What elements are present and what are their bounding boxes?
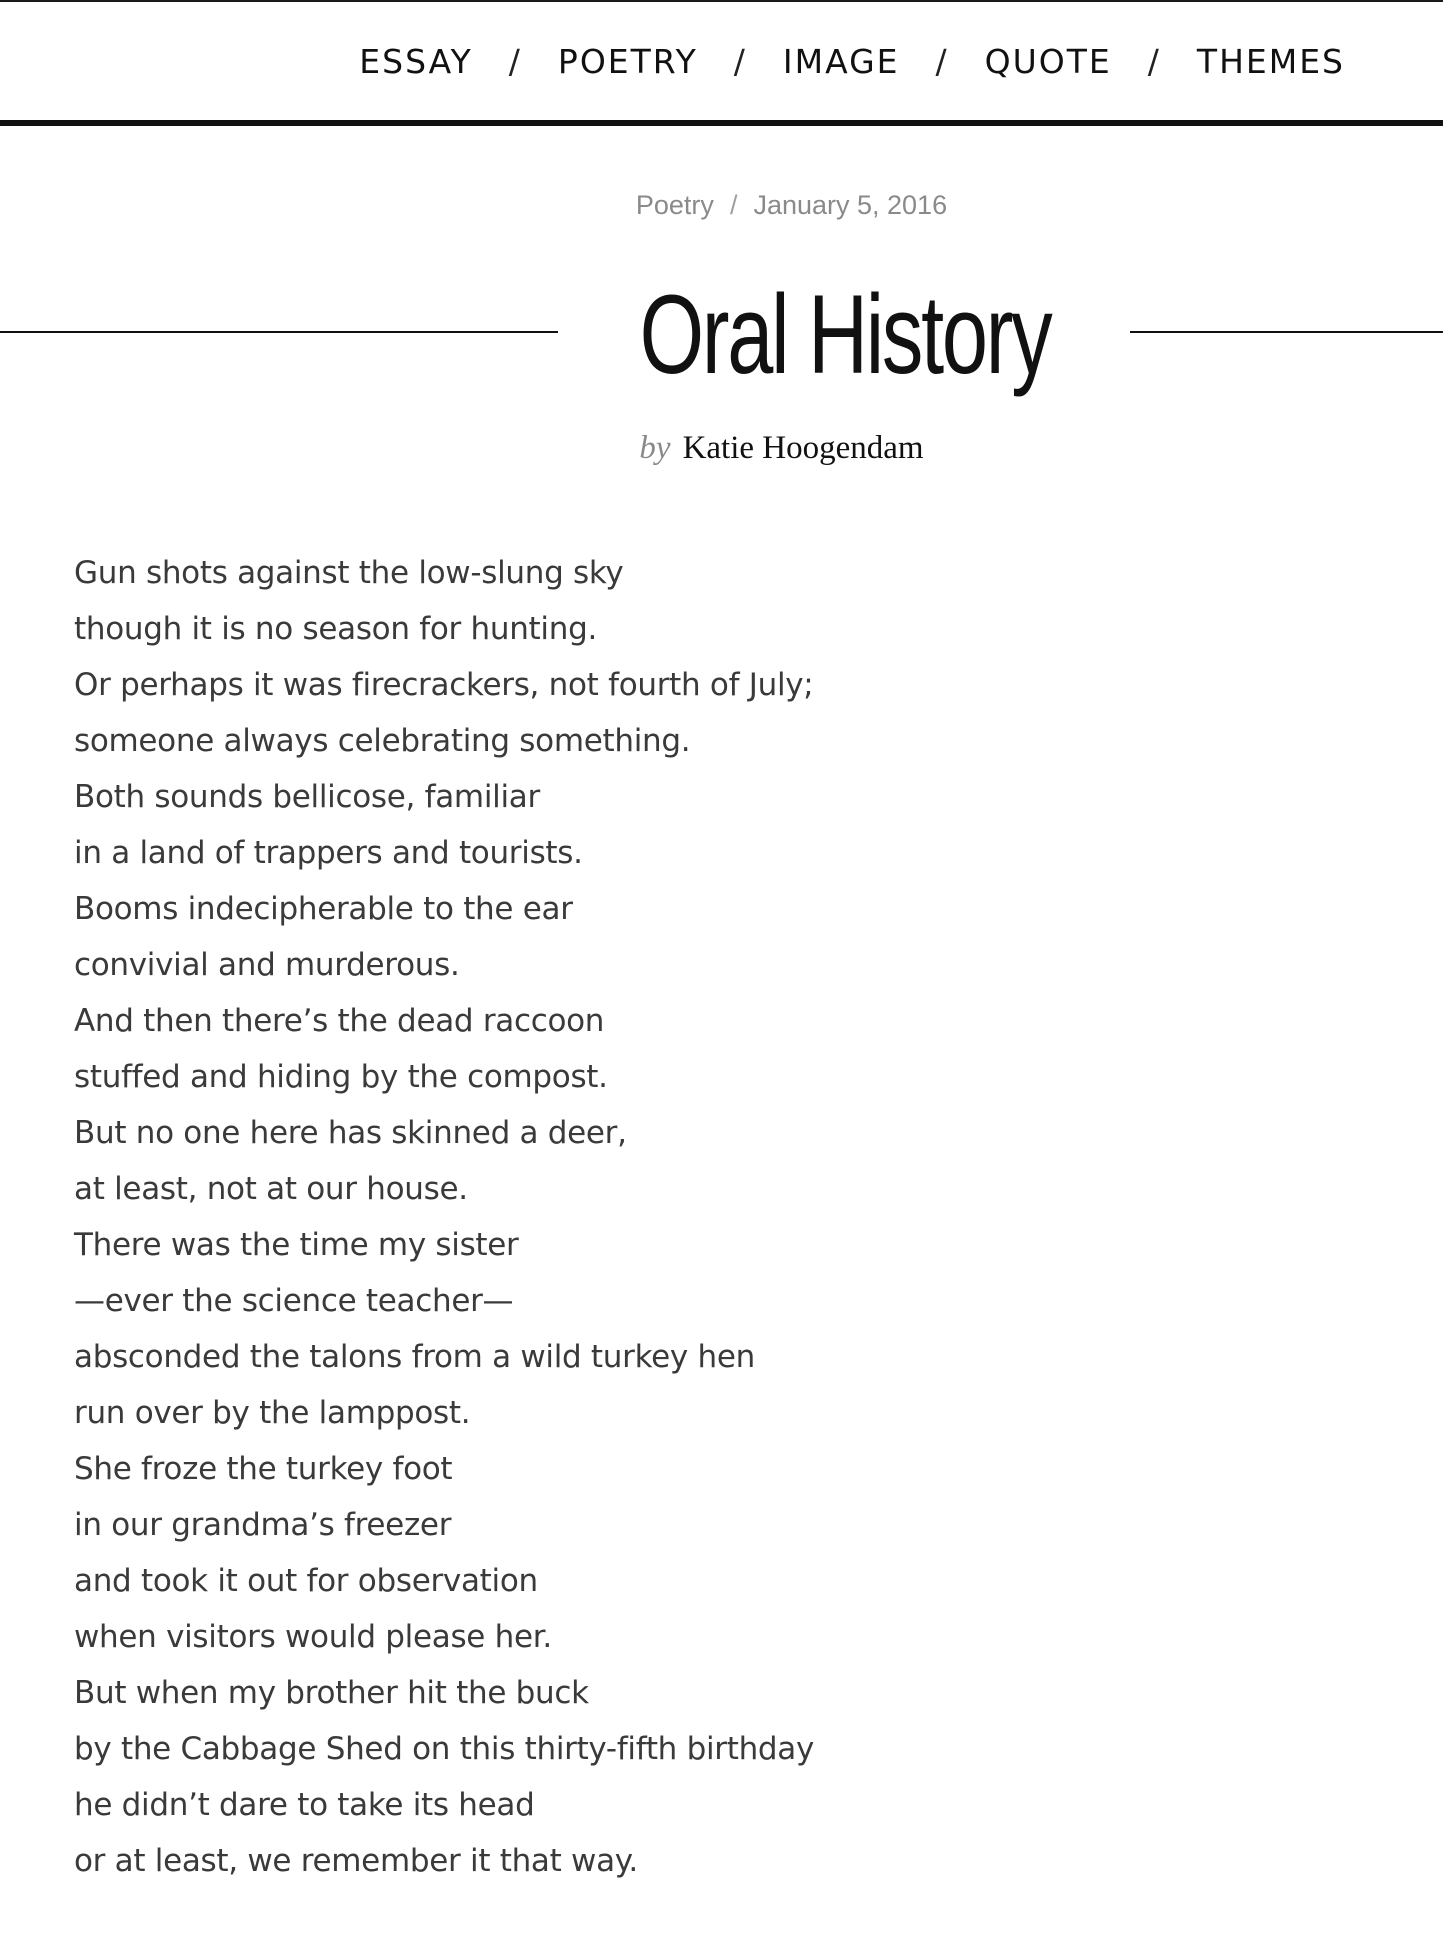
post-date: January 5, 2016 xyxy=(753,190,948,220)
poem-line: Both sounds bellicose, familiar xyxy=(74,779,540,815)
nav-item-essay[interactable]: ESSAY xyxy=(359,42,473,81)
top-navigation xyxy=(0,0,1443,126)
poem-line: stuffed and hiding by the compost. xyxy=(74,1059,608,1095)
poem-line: or at least, we remember it that way. xyxy=(74,1843,638,1879)
byline-prefix: by xyxy=(639,430,671,466)
poem-line: And then there’s the dead raccoon xyxy=(74,1003,605,1039)
author-link[interactable]: Katie Hoogendam xyxy=(682,430,924,466)
poem-line: absconded the talons from a wild turkey hen xyxy=(74,1339,755,1375)
nav-menu xyxy=(359,42,1345,81)
poem-line: run over by the lamppost. xyxy=(74,1395,471,1431)
nav-separator: / xyxy=(733,42,747,81)
poem-line: Booms indecipherable to the ear xyxy=(74,891,573,927)
poem-line: in our grandma’s freezer xyxy=(74,1507,452,1543)
poem-line: he didn’t dare to take its head xyxy=(74,1787,535,1823)
nav-item-themes[interactable]: THEMES xyxy=(1196,42,1345,81)
page-title: Oral History xyxy=(639,272,1051,397)
poem-line: But no one here has skinned a deer, xyxy=(74,1115,627,1151)
poem-line: by the Cabbage Shed on this thirty-fifth birthday xyxy=(74,1731,815,1767)
poem-line: —ever the science teacher— xyxy=(74,1283,514,1319)
nav-separator: / xyxy=(935,42,949,81)
nav-separator: / xyxy=(508,42,522,81)
title-rule-right xyxy=(1130,331,1443,333)
nav-item-image[interactable]: IMAGE xyxy=(782,42,900,81)
poem-line: There was the time my sister xyxy=(74,1227,519,1263)
title-rule-left xyxy=(0,331,558,333)
poem-line: and took it out for observation xyxy=(74,1563,538,1599)
meta-separator: / xyxy=(729,190,738,220)
title-row xyxy=(0,270,1443,400)
category-link[interactable]: Poetry xyxy=(635,190,714,220)
nav-separator: / xyxy=(1147,42,1161,81)
poem-line: when visitors would please her. xyxy=(74,1619,552,1655)
poem-line: But when my brother hit the buck xyxy=(74,1675,589,1711)
post-meta xyxy=(0,190,1443,221)
poem-line: though it is no season for hunting. xyxy=(74,611,598,647)
poem-line: in a land of trappers and tourists. xyxy=(74,835,583,871)
nav-item-poetry[interactable]: POETRY xyxy=(557,42,698,81)
poem-line: convivial and murderous. xyxy=(74,947,460,983)
byline xyxy=(0,430,1443,467)
poem-line: Or perhaps it was firecrackers, not fourth of July; xyxy=(74,667,814,703)
poem-line: She froze the turkey foot xyxy=(74,1451,453,1487)
poem-body xyxy=(74,545,974,1889)
poem-line: at least, not at our house. xyxy=(74,1171,468,1207)
nav-item-quote[interactable]: QUOTE xyxy=(984,42,1112,81)
poem-line: someone always celebrating something. xyxy=(74,723,691,759)
poem-line: Gun shots against the low-slung sky xyxy=(74,555,624,591)
